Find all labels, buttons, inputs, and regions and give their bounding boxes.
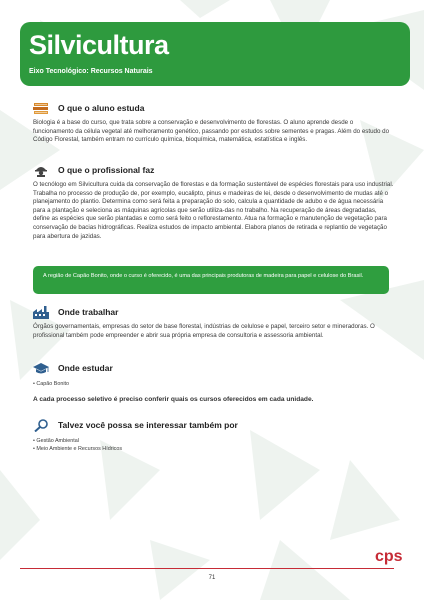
section-title-estudar: Onde estudar [58, 363, 113, 373]
section-title-aluno: O que o aluno estuda [58, 103, 145, 113]
factory-icon [33, 306, 49, 319]
section-text-aluno: Biologia é a base do curso, que trata sobre a conservação e desenvolvimento de florestas. O aluno aprende desde o funcionamento da célula vegetal até melhoramento genético, passando por estudos sobre sementes e pragas. Além do estudo do Código Florestal, também entram no currículo química, bioquímica, matemática, estatística e inglês. [33, 119, 390, 144]
section-title-profissional: O que o profissional faz [58, 165, 155, 175]
section-text-profissional: O tecnólogo em Silvicultura cuida da conservação de florestas e da formação sustentável de espécies florestais para uso industrial. Trabalha no processo de produção de, por exemplo, eucalipto, pinus e madeiras de lei, desde o desenvolvimento de mudas até o planejamento do plantio. Determina como será feita a preparação do solo, calcula a quantidade de adubo e de água necessária para a plantação e seleciona as máquinas agrícolas que serão utiliza-das no trabalho. Na recuperação de áreas degradadas, define as espécies que serão plantadas e como será feito o reflorestamento. Atua na formação e manutenção de vegetação para conservação de bacias hidrográficas. Realiza estudos de impacto ambiental. Elabora planos de retirada e replantio de vegetação para abertura de jazidas. [33, 181, 394, 240]
page-number: 71 [208, 575, 216, 581]
section-title-interesse: Talvez você possa se interessar também por [58, 420, 238, 430]
callout-text: A região de Capão Bonito, onde o curso é oferecido, é uma das principais produtoras de madeira para papel e celulose do Brasil. [43, 273, 364, 279]
page-title: Silvicultura [29, 30, 169, 60]
section-aluno [33, 100, 395, 145]
list-item: • Capão Bonito [33, 381, 70, 387]
list-item: • Meio Ambiente e Recursos Hídricos [33, 446, 123, 452]
graduation-cap-icon [33, 362, 49, 375]
cps-logo [374, 546, 408, 568]
magnifier-icon [33, 419, 49, 432]
selection-note: A cada processo seletivo é preciso conferir quais os cursos oferecidos em cada unidade. [33, 396, 314, 403]
header-banner [20, 22, 410, 86]
svg-text:cps: cps [375, 548, 403, 565]
section-trabalhar [33, 304, 395, 340]
book-stack-icon [33, 102, 49, 115]
highlight-callout [33, 266, 389, 294]
page-subtitle: Eixo Tecnológico: Recursos Naturais [29, 68, 153, 75]
worker-icon [33, 164, 49, 177]
section-text-trabalhar: Órgãos governamentais, empresas do setor de base florestal, indústrias de celulose e papel, terceiro setor e mineradoras. O profissional também pode empreender e abrir sua própria empresa de consultoria e assessoria ambiental. [33, 323, 375, 339]
section-title-trabalhar: Onde trabalhar [58, 307, 119, 317]
section-interesse [33, 417, 395, 453]
section-estudar [33, 360, 395, 403]
list-item: • Gestão Ambiental [33, 438, 79, 444]
footer-divider [20, 568, 394, 569]
section-profissional [33, 162, 395, 241]
